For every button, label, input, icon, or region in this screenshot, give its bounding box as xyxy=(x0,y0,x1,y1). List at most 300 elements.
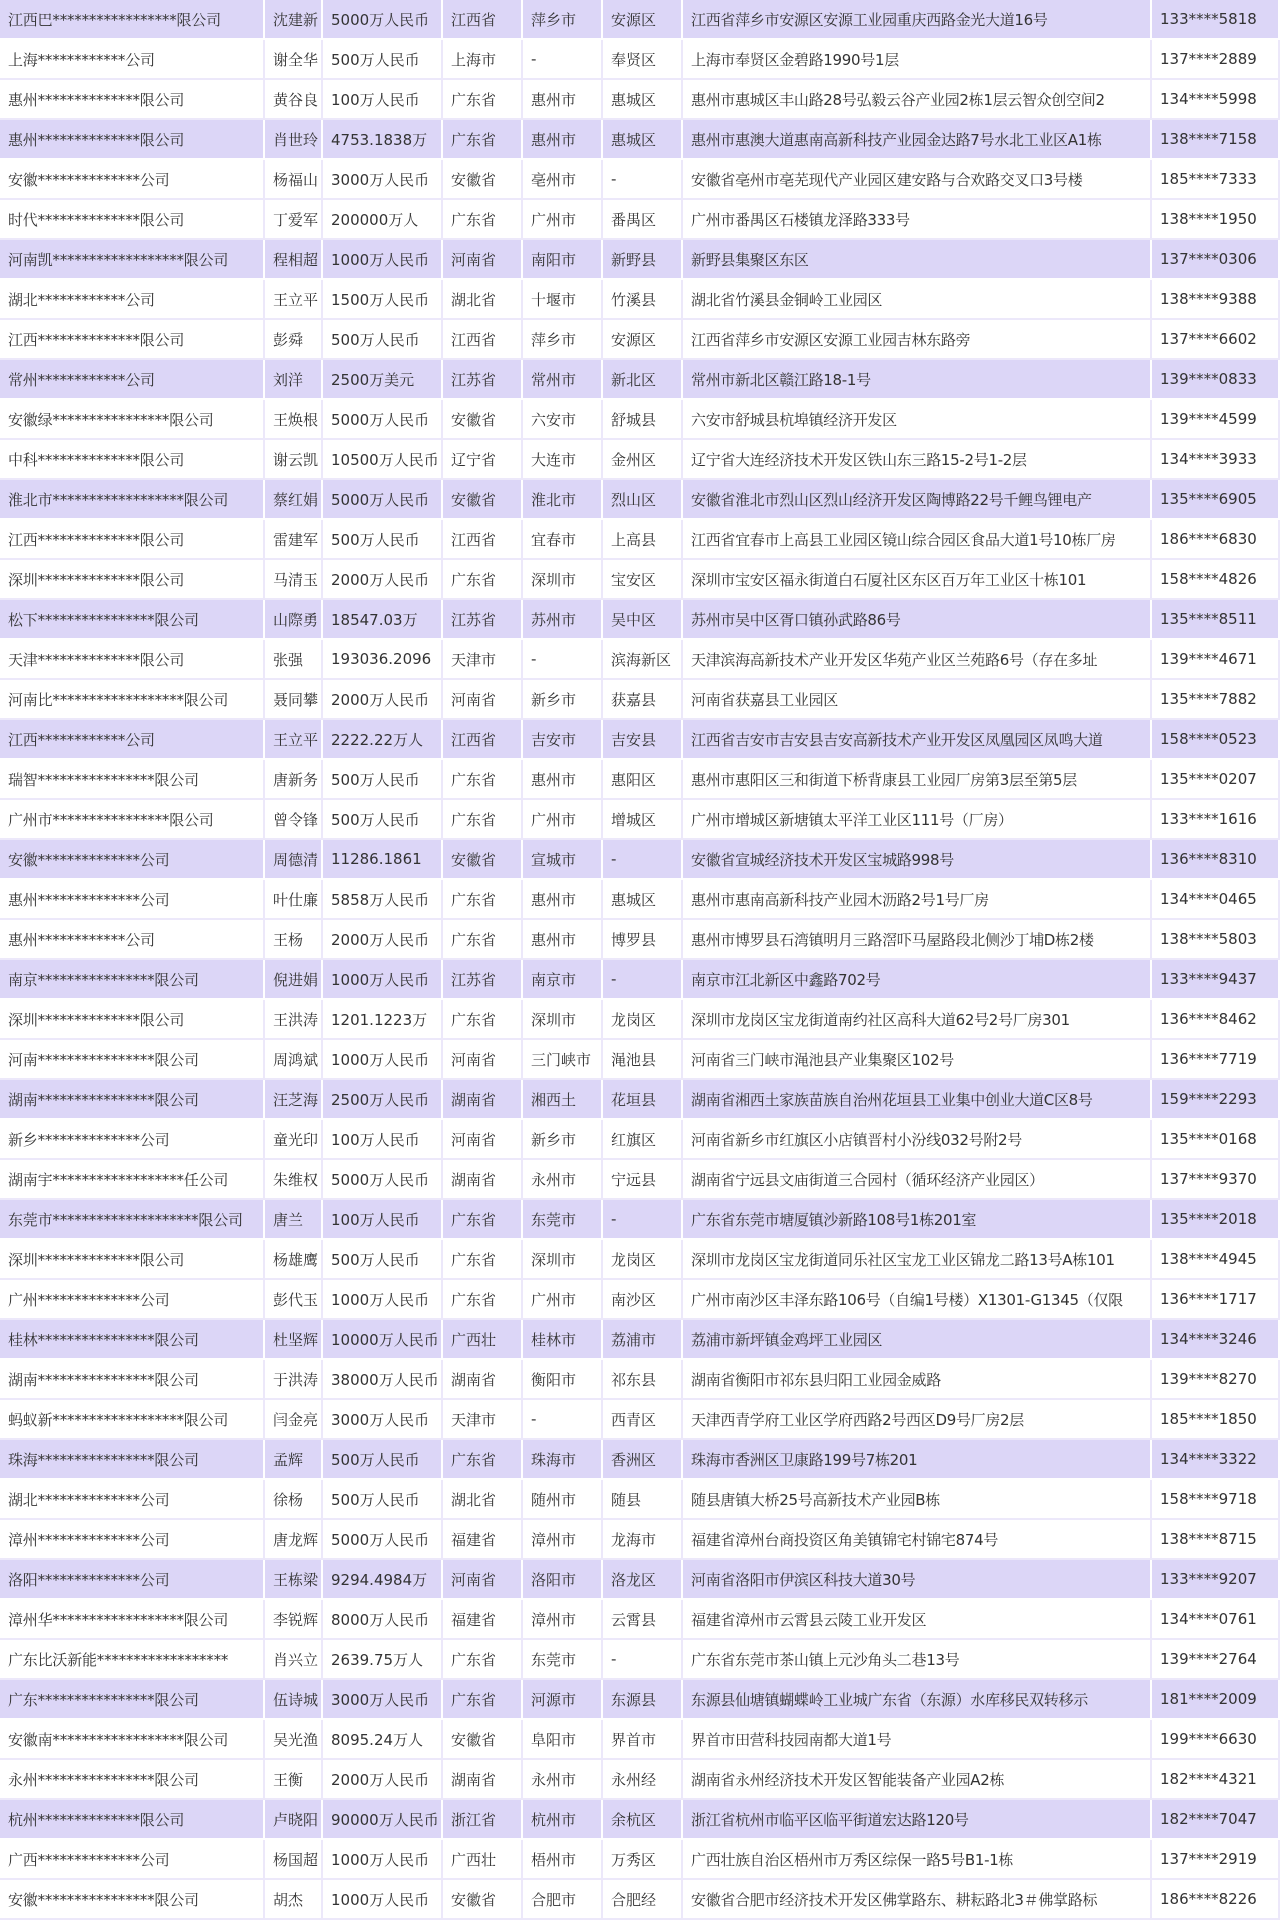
phone-cell: 136****7719 xyxy=(1152,1040,1280,1080)
registered-capital-cell: 5858万人民币 xyxy=(323,880,443,920)
legal-representative-cell: 于洪涛 xyxy=(265,1360,323,1400)
province-cell: 广东省 xyxy=(443,1280,523,1320)
district-cell: 红旗区 xyxy=(603,1120,683,1160)
address-cell: 江西省萍乡市安源区安源工业园重庆西路金光大道16号 xyxy=(683,0,1152,40)
table-row xyxy=(0,1360,1280,1400)
phone-cell: 139****8270 xyxy=(1152,1360,1280,1400)
address-cell: 界首市田营科技园南都大道1号 xyxy=(683,1720,1152,1760)
legal-representative-cell: 王栋梁 xyxy=(265,1560,323,1600)
province-cell: 广东省 xyxy=(443,800,523,840)
legal-representative-cell: 刘洋 xyxy=(265,360,323,400)
district-cell: 祁东县 xyxy=(603,1360,683,1400)
registered-capital-cell: 5000万人民币 xyxy=(323,1520,443,1560)
company-name-cell: 南京****************限公司 xyxy=(0,960,265,1000)
district-cell: 新野县 xyxy=(603,240,683,280)
registered-capital-cell: 2222.22万人 xyxy=(323,720,443,760)
district-cell: 荔浦市 xyxy=(603,1320,683,1360)
city-cell: 十堰市 xyxy=(523,280,603,320)
table-row xyxy=(0,1520,1280,1560)
legal-representative-cell: 王衡 xyxy=(265,1760,323,1800)
address-cell: 浙江省杭州市临平区临平街道宏达路120号 xyxy=(683,1800,1152,1840)
district-cell: 东源县 xyxy=(603,1680,683,1720)
table-row xyxy=(0,1000,1280,1040)
registered-capital-cell: 4753.1838万 xyxy=(323,120,443,160)
legal-representative-cell: 肖世玲 xyxy=(265,120,323,160)
province-cell: 湖南省 xyxy=(443,1080,523,1120)
table-row xyxy=(0,560,1280,600)
table-row xyxy=(0,1320,1280,1360)
city-cell: 惠州市 xyxy=(523,80,603,120)
legal-representative-cell: 张强 xyxy=(265,640,323,680)
city-cell: 漳州市 xyxy=(523,1520,603,1560)
legal-representative-cell: 雷建军 xyxy=(265,520,323,560)
company-name-cell: 河南****************限公司 xyxy=(0,1040,265,1080)
phone-cell: 139****4599 xyxy=(1152,400,1280,440)
legal-representative-cell: 肖兴立 xyxy=(265,1640,323,1680)
phone-cell: 185****1850 xyxy=(1152,1400,1280,1440)
legal-representative-cell: 吴光渔 xyxy=(265,1720,323,1760)
legal-representative-cell: 唐兰 xyxy=(265,1200,323,1240)
table-row xyxy=(0,480,1280,520)
district-cell: 西青区 xyxy=(603,1400,683,1440)
province-cell: 广西壮 xyxy=(443,1320,523,1360)
company-name-cell: 深圳**************限公司 xyxy=(0,560,265,600)
legal-representative-cell: 闫金亮 xyxy=(265,1400,323,1440)
district-cell: 安源区 xyxy=(603,320,683,360)
city-cell: 漳州市 xyxy=(523,1600,603,1640)
phone-cell: 133****9207 xyxy=(1152,1560,1280,1600)
company-name-cell: 安徽南******************限公司 xyxy=(0,1720,265,1760)
table-row xyxy=(0,1280,1280,1320)
legal-representative-cell: 谢全华 xyxy=(265,40,323,80)
address-cell: 上海市奉贤区金碧路1990号1层 xyxy=(683,40,1152,80)
legal-representative-cell: 童光印 xyxy=(265,1120,323,1160)
city-cell: 东莞市 xyxy=(523,1640,603,1680)
district-cell: 惠阳区 xyxy=(603,760,683,800)
phone-cell: 135****8511 xyxy=(1152,600,1280,640)
city-cell: 湘西土 xyxy=(523,1080,603,1120)
registered-capital-cell: 2000万人民币 xyxy=(323,920,443,960)
registered-capital-cell: 500万人民币 xyxy=(323,320,443,360)
registered-capital-cell: 2000万人民币 xyxy=(323,1760,443,1800)
table-row xyxy=(0,1400,1280,1440)
table-row xyxy=(0,1680,1280,1720)
legal-representative-cell: 王杨 xyxy=(265,920,323,960)
company-name-cell: 新乡**************公司 xyxy=(0,1120,265,1160)
company-name-cell: 惠州**************限公司 xyxy=(0,80,265,120)
registered-capital-cell: 90000万人民币 xyxy=(323,1800,443,1840)
phone-cell: 137****0306 xyxy=(1152,240,1280,280)
registered-capital-cell: 11286.1861 xyxy=(323,840,443,880)
city-cell: 宣城市 xyxy=(523,840,603,880)
district-cell: 龙海市 xyxy=(603,1520,683,1560)
company-name-cell: 常州************公司 xyxy=(0,360,265,400)
city-cell: 广州市 xyxy=(523,200,603,240)
city-cell: 深圳市 xyxy=(523,560,603,600)
province-cell: 广东省 xyxy=(443,1000,523,1040)
registered-capital-cell: 1000万人民币 xyxy=(323,1840,443,1880)
registered-capital-cell: 500万人民币 xyxy=(323,1440,443,1480)
table-row xyxy=(0,120,1280,160)
registered-capital-cell: 1000万人民币 xyxy=(323,1040,443,1080)
district-cell: 万秀区 xyxy=(603,1840,683,1880)
province-cell: 安徽省 xyxy=(443,1880,523,1920)
address-cell: 湖南省宁远县文庙街道三合园村（循环经济产业园区） xyxy=(683,1160,1152,1200)
province-cell: 天津市 xyxy=(443,1400,523,1440)
company-name-cell: 安徽**************公司 xyxy=(0,840,265,880)
address-cell: 惠州市惠澳大道惠南高新科技产业园金达路7号水北工业区A1栋 xyxy=(683,120,1152,160)
company-name-cell: 淮北市******************限公司 xyxy=(0,480,265,520)
district-cell: 宝安区 xyxy=(603,560,683,600)
phone-cell: 138****1950 xyxy=(1152,200,1280,240)
phone-cell: 139****2764 xyxy=(1152,1640,1280,1680)
phone-cell: 158****9718 xyxy=(1152,1480,1280,1520)
registered-capital-cell: 3000万人民币 xyxy=(323,1400,443,1440)
table-row xyxy=(0,1120,1280,1160)
district-cell: 随县 xyxy=(603,1480,683,1520)
city-cell: 惠州市 xyxy=(523,760,603,800)
registered-capital-cell: 10000万人民币 xyxy=(323,1320,443,1360)
phone-cell: 135****2018 xyxy=(1152,1200,1280,1240)
phone-cell: 182****4321 xyxy=(1152,1760,1280,1800)
phone-cell: 135****6905 xyxy=(1152,480,1280,520)
registered-capital-cell: 100万人民币 xyxy=(323,1200,443,1240)
city-cell: 吉安市 xyxy=(523,720,603,760)
province-cell: 河南省 xyxy=(443,1040,523,1080)
registered-capital-cell: 5000万人民币 xyxy=(323,400,443,440)
address-cell: 深圳市龙岗区宝龙街道同乐社区宝龙工业区锦龙二路13号A栋101 xyxy=(683,1240,1152,1280)
company-name-cell: 湖南****************限公司 xyxy=(0,1080,265,1120)
legal-representative-cell: 山際勇 xyxy=(265,600,323,640)
legal-representative-cell: 蔡红娟 xyxy=(265,480,323,520)
district-cell: 宁远县 xyxy=(603,1160,683,1200)
legal-representative-cell: 王洪涛 xyxy=(265,1000,323,1040)
city-cell: 新乡市 xyxy=(523,680,603,720)
company-name-cell: 惠州**************公司 xyxy=(0,880,265,920)
address-cell: 惠州市博罗县石湾镇明月三路滘吓马屋路段北侧沙丁埔D栋2楼 xyxy=(683,920,1152,960)
address-cell: 湖南省湘西土家族苗族自治州花垣县工业集中创业大道C区8号 xyxy=(683,1080,1152,1120)
table-row xyxy=(0,640,1280,680)
address-cell: 六安市舒城县杭埠镇经济开发区 xyxy=(683,400,1152,440)
phone-cell: 136****8310 xyxy=(1152,840,1280,880)
registered-capital-cell: 1000万人民币 xyxy=(323,1880,443,1920)
city-cell: 东莞市 xyxy=(523,1200,603,1240)
address-cell: 荔浦市新坪镇金鸡坪工业园区 xyxy=(683,1320,1152,1360)
district-cell: 香洲区 xyxy=(603,1440,683,1480)
province-cell: 辽宁省 xyxy=(443,440,523,480)
registered-capital-cell: 2000万人民币 xyxy=(323,680,443,720)
province-cell: 湖南省 xyxy=(443,1160,523,1200)
table-row xyxy=(0,400,1280,440)
phone-cell: 133****5818 xyxy=(1152,0,1280,40)
city-cell: 杭州市 xyxy=(523,1800,603,1840)
legal-representative-cell: 黄谷良 xyxy=(265,80,323,120)
address-cell: 广东省东莞市茶山镇上元沙角头二巷13号 xyxy=(683,1640,1152,1680)
city-cell: 深圳市 xyxy=(523,1240,603,1280)
province-cell: 广东省 xyxy=(443,80,523,120)
district-cell: 永州经 xyxy=(603,1760,683,1800)
phone-cell: 137****2889 xyxy=(1152,40,1280,80)
company-name-cell: 河南比******************限公司 xyxy=(0,680,265,720)
company-name-cell: 安徽绿****************限公司 xyxy=(0,400,265,440)
province-cell: 湖南省 xyxy=(443,1760,523,1800)
registered-capital-cell: 5000万人民币 xyxy=(323,480,443,520)
table-row xyxy=(0,1800,1280,1840)
registered-capital-cell: 500万人民币 xyxy=(323,760,443,800)
district-cell: 合肥经 xyxy=(603,1880,683,1920)
district-cell: 惠城区 xyxy=(603,880,683,920)
province-cell: 江西省 xyxy=(443,720,523,760)
city-cell: 宜春市 xyxy=(523,520,603,560)
phone-cell: 134****3322 xyxy=(1152,1440,1280,1480)
company-name-cell: 中科**************限公司 xyxy=(0,440,265,480)
phone-cell: 186****8226 xyxy=(1152,1880,1280,1920)
province-cell: 广东省 xyxy=(443,1640,523,1680)
legal-representative-cell: 杨国超 xyxy=(265,1840,323,1880)
table-row xyxy=(0,1240,1280,1280)
table-row xyxy=(0,200,1280,240)
table-row xyxy=(0,1840,1280,1880)
registered-capital-cell: 2500万人民币 xyxy=(323,1080,443,1120)
city-cell: 惠州市 xyxy=(523,920,603,960)
phone-cell: 134****3246 xyxy=(1152,1320,1280,1360)
city-cell: 常州市 xyxy=(523,360,603,400)
table-row xyxy=(0,80,1280,120)
province-cell: 福建省 xyxy=(443,1600,523,1640)
phone-cell: 185****7333 xyxy=(1152,160,1280,200)
company-name-cell: 河南凯******************限公司 xyxy=(0,240,265,280)
city-cell: 衡阳市 xyxy=(523,1360,603,1400)
company-name-cell: 珠海****************限公司 xyxy=(0,1440,265,1480)
company-name-cell: 湖南****************限公司 xyxy=(0,1360,265,1400)
province-cell: 河南省 xyxy=(443,680,523,720)
province-cell: 江苏省 xyxy=(443,360,523,400)
city-cell: 阜阳市 xyxy=(523,1720,603,1760)
city-cell: 梧州市 xyxy=(523,1840,603,1880)
table-row xyxy=(0,840,1280,880)
table-row xyxy=(0,40,1280,80)
registered-capital-cell: 100万人民币 xyxy=(323,1120,443,1160)
phone-cell: 134****0761 xyxy=(1152,1600,1280,1640)
phone-cell: 139****0833 xyxy=(1152,360,1280,400)
address-cell: 惠州市惠南高新科技产业园木沥路2号1号厂房 xyxy=(683,880,1152,920)
city-cell: - xyxy=(523,40,603,80)
district-cell: 吴中区 xyxy=(603,600,683,640)
province-cell: 浙江省 xyxy=(443,1800,523,1840)
phone-cell: 138****5803 xyxy=(1152,920,1280,960)
table-row xyxy=(0,1560,1280,1600)
legal-representative-cell: 程相超 xyxy=(265,240,323,280)
company-name-cell: 湖南宇******************任公司 xyxy=(0,1160,265,1200)
address-cell: 安徽省亳州市亳芜现代产业园区建安路与合欢路交叉口3号楼 xyxy=(683,160,1152,200)
registered-capital-cell: 18547.03万 xyxy=(323,600,443,640)
company-name-cell: 上海************公司 xyxy=(0,40,265,80)
phone-cell: 139****4671 xyxy=(1152,640,1280,680)
legal-representative-cell: 曾令锋 xyxy=(265,800,323,840)
phone-cell: 136****8462 xyxy=(1152,1000,1280,1040)
legal-representative-cell: 伍诗城 xyxy=(265,1680,323,1720)
phone-cell: 138****7158 xyxy=(1152,120,1280,160)
phone-cell: 135****0168 xyxy=(1152,1120,1280,1160)
city-cell: 惠州市 xyxy=(523,880,603,920)
province-cell: 江西省 xyxy=(443,320,523,360)
registered-capital-cell: 8000万人民币 xyxy=(323,1600,443,1640)
city-cell: 珠海市 xyxy=(523,1440,603,1480)
company-name-cell: 湖北**************公司 xyxy=(0,1480,265,1520)
company-name-cell: 惠州**************限公司 xyxy=(0,120,265,160)
address-cell: 安徽省宣城经济技术开发区宝城路998号 xyxy=(683,840,1152,880)
address-cell: 天津滨海高新技术产业开发区华苑产业区兰苑路6号（存在多址 xyxy=(683,640,1152,680)
district-cell: 花垣县 xyxy=(603,1080,683,1120)
registered-capital-cell: 1000万人民币 xyxy=(323,960,443,1000)
province-cell: 安徽省 xyxy=(443,840,523,880)
address-cell: 常州市新北区赣江路18-1号 xyxy=(683,360,1152,400)
registered-capital-cell: 2000万人民币 xyxy=(323,560,443,600)
company-name-cell: 永州****************限公司 xyxy=(0,1760,265,1800)
phone-cell: 137****2919 xyxy=(1152,1840,1280,1880)
address-cell: 江西省吉安市吉安县吉安高新技术产业开发区凤凰园区凤鸣大道 xyxy=(683,720,1152,760)
city-cell: 新乡市 xyxy=(523,1120,603,1160)
province-cell: 广东省 xyxy=(443,920,523,960)
company-name-cell: 江西************公司 xyxy=(0,720,265,760)
phone-cell: 181****2009 xyxy=(1152,1680,1280,1720)
legal-representative-cell: 杨福山 xyxy=(265,160,323,200)
province-cell: 安徽省 xyxy=(443,480,523,520)
city-cell: 苏州市 xyxy=(523,600,603,640)
table-row xyxy=(0,760,1280,800)
table-row xyxy=(0,0,1280,40)
table-row xyxy=(0,1440,1280,1480)
legal-representative-cell: 彭代玉 xyxy=(265,1280,323,1320)
legal-representative-cell: 胡杰 xyxy=(265,1880,323,1920)
phone-cell: 133****9437 xyxy=(1152,960,1280,1000)
company-name-cell: 时代**************限公司 xyxy=(0,200,265,240)
table-row xyxy=(0,440,1280,480)
city-cell: 萍乡市 xyxy=(523,0,603,40)
address-cell: 广州市增城区新塘镇太平洋工业区111号（厂房） xyxy=(683,800,1152,840)
district-cell: 惠城区 xyxy=(603,120,683,160)
table-row xyxy=(0,1640,1280,1680)
city-cell: 合肥市 xyxy=(523,1880,603,1920)
legal-representative-cell: 杨雄鹰 xyxy=(265,1240,323,1280)
address-cell: 广州市番禺区石楼镇龙泽路333号 xyxy=(683,200,1152,240)
company-name-cell: 洛阳**************公司 xyxy=(0,1560,265,1600)
city-cell: 亳州市 xyxy=(523,160,603,200)
province-cell: 安徽省 xyxy=(443,400,523,440)
legal-representative-cell: 倪进娟 xyxy=(265,960,323,1000)
district-cell: 滨海新区 xyxy=(603,640,683,680)
district-cell: - xyxy=(603,160,683,200)
company-name-cell: 深圳**************限公司 xyxy=(0,1000,265,1040)
legal-representative-cell: 王立平 xyxy=(265,720,323,760)
legal-representative-cell: 王焕根 xyxy=(265,400,323,440)
legal-representative-cell: 唐龙辉 xyxy=(265,1520,323,1560)
address-cell: 安徽省合肥市经济技术开发区佛掌路东、耕耘路北3＃佛掌路标 xyxy=(683,1880,1152,1920)
table-row xyxy=(0,360,1280,400)
district-cell: 增城区 xyxy=(603,800,683,840)
province-cell: 福建省 xyxy=(443,1520,523,1560)
province-cell: 广东省 xyxy=(443,1200,523,1240)
address-cell: 河南省三门峡市渑池县产业集聚区102号 xyxy=(683,1040,1152,1080)
phone-cell: 199****6630 xyxy=(1152,1720,1280,1760)
company-name-cell: 蚂蚁新******************限公司 xyxy=(0,1400,265,1440)
district-cell: - xyxy=(603,1200,683,1240)
legal-representative-cell: 马清玉 xyxy=(265,560,323,600)
registered-capital-cell: 10500万人民币 xyxy=(323,440,443,480)
table-row xyxy=(0,1200,1280,1240)
phone-cell: 182****7047 xyxy=(1152,1800,1280,1840)
city-cell: 萍乡市 xyxy=(523,320,603,360)
province-cell: 河南省 xyxy=(443,240,523,280)
legal-representative-cell: 卢晓阳 xyxy=(265,1800,323,1840)
table-row xyxy=(0,1600,1280,1640)
district-cell: 舒城县 xyxy=(603,400,683,440)
district-cell: 洛龙区 xyxy=(603,1560,683,1600)
table-row xyxy=(0,720,1280,760)
city-cell: - xyxy=(523,640,603,680)
province-cell: 广东省 xyxy=(443,1680,523,1720)
registered-capital-cell: 2500万美元 xyxy=(323,360,443,400)
company-name-cell: 广州**************公司 xyxy=(0,1280,265,1320)
phone-cell: 186****6830 xyxy=(1152,520,1280,560)
legal-representative-cell: 沈建新 xyxy=(265,0,323,40)
city-cell: 河源市 xyxy=(523,1680,603,1720)
province-cell: 广东省 xyxy=(443,200,523,240)
province-cell: 广西壮 xyxy=(443,1840,523,1880)
province-cell: 湖北省 xyxy=(443,280,523,320)
table-row xyxy=(0,680,1280,720)
legal-representative-cell: 杜坚辉 xyxy=(265,1320,323,1360)
province-cell: 江苏省 xyxy=(443,960,523,1000)
province-cell: 江西省 xyxy=(443,520,523,560)
table-row xyxy=(0,1080,1280,1120)
province-cell: 广东省 xyxy=(443,760,523,800)
company-name-cell: 广东****************限公司 xyxy=(0,1680,265,1720)
address-cell: 广东省东莞市塘厦镇沙新路108号1栋201室 xyxy=(683,1200,1152,1240)
address-cell: 福建省漳州台商投资区角美镇锦宅村锦宅874号 xyxy=(683,1520,1152,1560)
address-cell: 苏州市吴中区胥口镇孙武路86号 xyxy=(683,600,1152,640)
address-cell: 福建省漳州市云霄县云陵工业开发区 xyxy=(683,1600,1152,1640)
city-cell: 随州市 xyxy=(523,1480,603,1520)
table-row xyxy=(0,320,1280,360)
district-cell: 获嘉县 xyxy=(603,680,683,720)
table-row xyxy=(0,600,1280,640)
registered-capital-cell: 5000万人民币 xyxy=(323,0,443,40)
phone-cell: 136****1717 xyxy=(1152,1280,1280,1320)
legal-representative-cell: 聂同攀 xyxy=(265,680,323,720)
phone-cell: 158****0523 xyxy=(1152,720,1280,760)
city-cell: 淮北市 xyxy=(523,480,603,520)
company-name-cell: 深圳**************限公司 xyxy=(0,1240,265,1280)
phone-cell: 133****1616 xyxy=(1152,800,1280,840)
district-cell: 新北区 xyxy=(603,360,683,400)
district-cell: 上高县 xyxy=(603,520,683,560)
address-cell: 河南省新乡市红旗区小店镇晋村小汾线032号附2号 xyxy=(683,1120,1152,1160)
address-cell: 江西省萍乡市安源区安源工业园吉林东路旁 xyxy=(683,320,1152,360)
phone-cell: 134****0465 xyxy=(1152,880,1280,920)
province-cell: 湖北省 xyxy=(443,1480,523,1520)
registered-capital-cell: 2639.75万人 xyxy=(323,1640,443,1680)
registered-capital-cell: 1500万人民币 xyxy=(323,280,443,320)
table-row xyxy=(0,160,1280,200)
registered-capital-cell: 9294.4984万 xyxy=(323,1560,443,1600)
legal-representative-cell: 丁爱军 xyxy=(265,200,323,240)
address-cell: 深圳市宝安区福永街道白石厦社区东区百万年工业区十栋101 xyxy=(683,560,1152,600)
district-cell: 惠城区 xyxy=(603,80,683,120)
registered-capital-cell: 5000万人民币 xyxy=(323,1160,443,1200)
province-cell: 河南省 xyxy=(443,1560,523,1600)
company-name-cell: 天津**************限公司 xyxy=(0,640,265,680)
